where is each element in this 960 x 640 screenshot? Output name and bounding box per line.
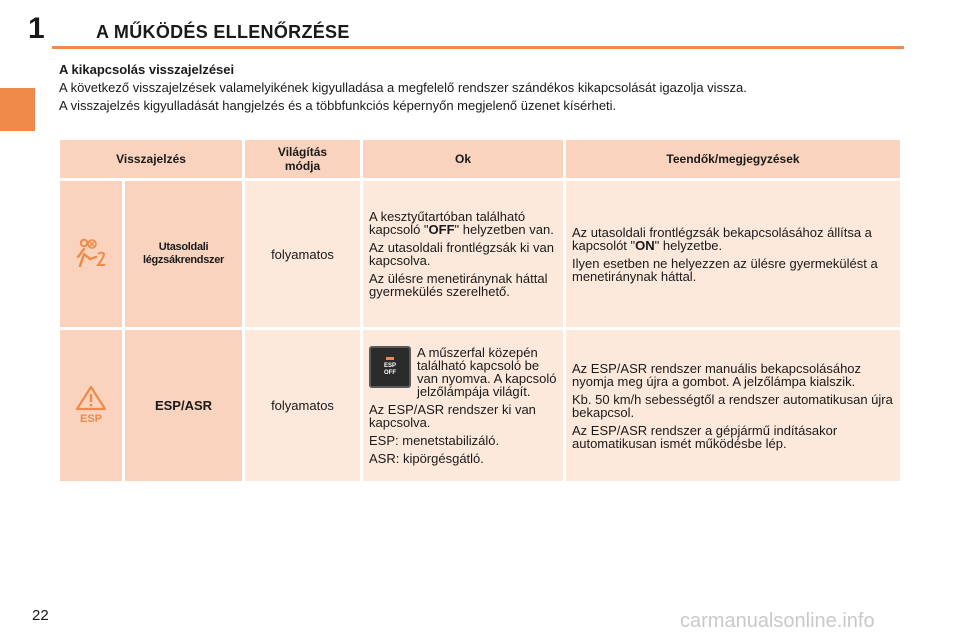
cause-text: Az utasoldali frontlégzsák ki van kapcsolva. [369,240,554,268]
esp-switch-block [369,346,557,398]
esp-button-lamp [386,357,394,360]
warning-table [57,137,903,484]
off-keyword: OFF [428,222,455,237]
table-row [60,330,900,481]
note-text: Ilyen esetben ne helyezzen az ülésre gyermekülést a menetiránynak háttal. [572,255,878,284]
esp-icon-label: ESP [79,412,103,425]
indicator-name-line2: légzsákrendszer [142,254,225,266]
indicator-icon-cell [60,181,122,327]
cause-text: ASR: kipörgésgátló. [369,451,484,466]
notes-cell [566,181,900,327]
cause-text: Az ülésre menetiránynak háttal gyermekülés szerelhető. [369,271,548,299]
note-text-part: " helyzetbe. [654,237,723,253]
indicator-name-line1: Utasoldali [158,241,209,253]
esp-warning-icon [74,413,108,428]
table-header-row [60,140,900,178]
note-text [572,226,894,252]
header-lighting-mode-line2: módja [284,159,321,173]
on-keyword: ON [635,237,655,253]
page-number: 22 [32,607,49,624]
indicator-name-cell [125,181,242,327]
header-lighting-mode [245,140,360,178]
watermark: carmanualsonline.info [680,610,875,632]
lighting-mode-cell: folyamatos [245,181,360,327]
esp-button-label: ESP [383,363,396,369]
esp-off-button-image [369,346,411,388]
cause-cell [363,181,563,327]
header-cause: Ok [363,140,563,178]
intro-line-1: A következő visszajelzések valamelyikének kigyulladása a megfelelő rendszer szándékos kikapcsolását igazolja vissza. [59,80,747,95]
header-lighting-mode-line1: Világítás [277,145,328,159]
indicator-icon-cell [60,330,122,481]
cause-text: ESP: menetstabilizáló. [369,433,500,448]
cause-cell [363,330,563,481]
note-text: Az ESP/ASR rendszer a gépjármű indításakor automatikusan ismét működésbe lép. [572,422,838,451]
note-text: Kb. 50 km/h sebességtől a rendszer automatikusan újra bekapcsol. [572,391,893,420]
chapter-number: 1 [28,12,45,45]
lighting-mode-cell: folyamatos [245,330,360,481]
cause-text: A műszerfal közepén található kapcsoló be van nyomva. A kapcsoló jelzőlámpája világít. [417,345,557,399]
intro-line-2: A visszajelzés kigyulladását hangjelzés és a többfunkciós képernyőn megjelenő üzenet kísérheti. [59,98,617,113]
cause-text: Az ESP/ASR rendszer ki van kapcsolva. [369,402,536,430]
chapter-side-tab [0,88,35,131]
cause-text [369,210,557,236]
notes-cell [566,330,900,481]
header-rule [52,46,904,49]
header-indicator: Visszajelzés [60,140,242,178]
cause-text-part: " helyzetben van. [454,222,554,237]
indicator-name-cell: ESP/ASR [125,330,242,481]
table-row [60,181,900,327]
airbag-off-icon [74,256,108,271]
cause-text-part: A kesztyűtartóban található kapcsoló " [369,209,526,237]
header-actions: Teendők/megjegyzések [566,140,900,178]
chapter-title: A MŰKÖDÉS ELLENŐRZÉSE [96,22,350,42]
esp-button-off-label: OFF [384,370,396,376]
note-text: Az ESP/ASR rendszer manuális bekapcsolásához nyomja meg újra a gombot. A jelzőlámpa kialszik. [572,360,862,389]
intro-section [59,61,909,115]
note-text-part: Az utasoldali frontlégzsák bekapcsolásához állítsa a kapcsolót " [572,224,872,253]
intro-heading: A kikapcsolás visszajelzései [59,62,235,77]
